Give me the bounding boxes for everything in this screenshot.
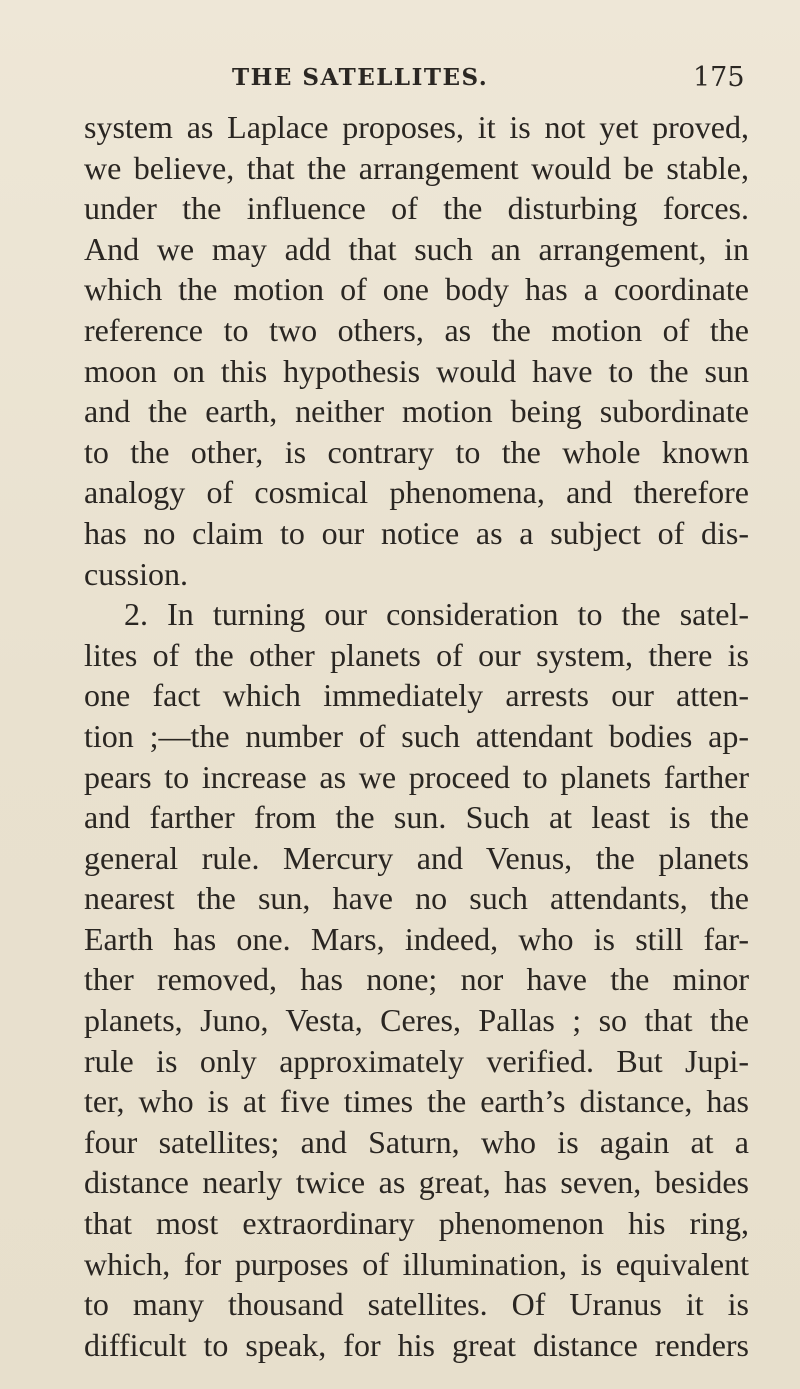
text-line: four satellites; and Saturn, who is again at a xyxy=(84,1123,749,1160)
text-line: ther removed, has none; nor have the minor xyxy=(84,961,749,998)
text-line: system as Laplace proposes, it is not yet proved, xyxy=(84,109,749,145)
text-line: nearest the sun, have no such attendants, the xyxy=(84,880,749,917)
text-line: moon on this hypothesis would have to the sun xyxy=(84,352,749,389)
text-line: Earth has one. Mars, indeed, who is still far- xyxy=(84,920,749,957)
text-line: we believe, that the arrangement would be stable, xyxy=(84,149,749,186)
text-line: which, for purposes of illumination, is equivalent xyxy=(84,1245,749,1282)
text-line: that most extraordinary phenomenon his ring, xyxy=(84,1205,749,1242)
text-line: ter, who is at five times the earth’s distance, has xyxy=(84,1083,749,1120)
text-line: tion ;—the number of such attendant bodies ap- xyxy=(84,717,749,754)
body-text xyxy=(84,107,749,1365)
page-number: 175 xyxy=(693,62,745,93)
text-line: pears to increase as we proceed to planets farther xyxy=(84,758,749,795)
text-line: and the earth, neither motion being subordinate xyxy=(84,393,749,430)
page-header xyxy=(0,60,800,100)
text-line: to many thousand satellites. Of Uranus it is xyxy=(84,1286,749,1323)
text-line: general rule. Mercury and Venus, the planets xyxy=(84,839,749,876)
text-line: which the motion of one body has a coordinate xyxy=(84,271,749,308)
text-line: one fact which immediately arrests our atten- xyxy=(84,677,749,714)
text-line: planets, Juno, Vesta, Ceres, Pallas ; so that the xyxy=(84,1002,749,1039)
text-line: lites of the other planets of our system, there is xyxy=(84,636,749,673)
text-line: analogy of cosmical phenomena, and therefore xyxy=(84,474,749,511)
text-line: reference to two others, as the motion of the xyxy=(84,311,749,348)
text-line: difficult to speak, for his great distance renders xyxy=(84,1326,749,1363)
text-line: 2. In turning our consideration to the satel- xyxy=(124,596,749,633)
text-line: And we may add that such an arrangement, in xyxy=(84,230,749,267)
text-line: has no claim to our notice as a subject of dis- xyxy=(84,514,749,551)
text-line: cussion. xyxy=(84,555,188,592)
text-line: distance nearly twice as great, has seven, besides xyxy=(84,1164,749,1201)
text-line: to the other, is contrary to the whole known xyxy=(84,433,749,470)
running-head: THE SATELLITES. xyxy=(232,64,489,91)
text-line: and farther from the sun. Such at least is the xyxy=(84,799,749,836)
text-line: under the influence of the disturbing forces. xyxy=(84,190,749,227)
text-line: rule is only approximately verified. But Jupi- xyxy=(84,1042,749,1079)
